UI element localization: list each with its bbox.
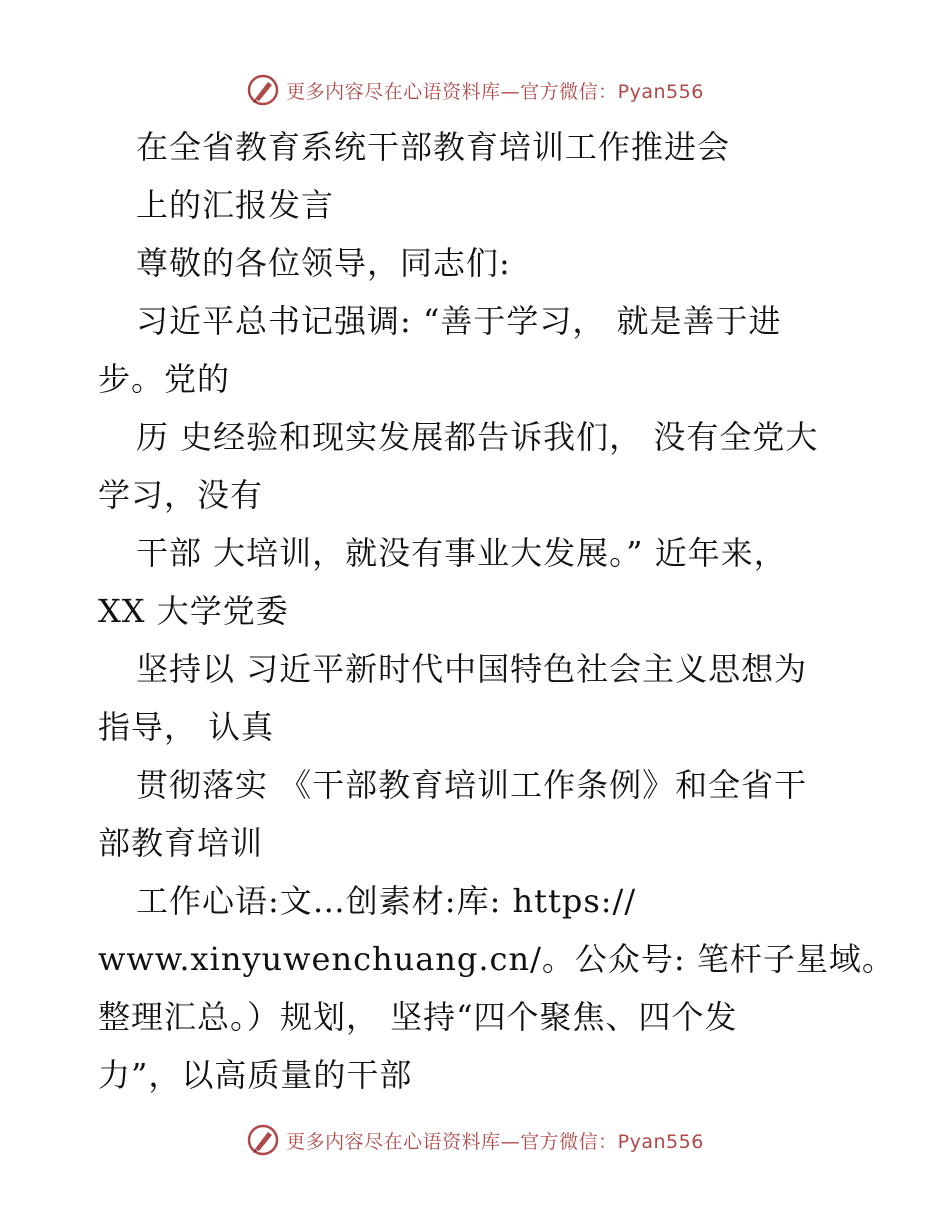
quill-pen-logo-icon [246,1123,280,1157]
doc-line: 贯彻落实 《干部教育培训工作条例》和全省干 [136,766,808,804]
doc-line: 步。党的 [98,360,231,398]
doc-line: XX 大学党委 [98,592,289,630]
quill-pen-logo-icon [246,73,280,107]
doc-line: 习近平总书记强调: “善于学习， 就是善于进 [136,302,782,340]
doc-line: 上的汇报发言 [136,186,335,224]
doc-line: 整理汇总。）规划， 坚持“四个聚焦、四个发 [98,998,738,1036]
doc-line: 学习，没有 [98,476,264,514]
doc-line: 干部 大培训，就没有事业大发展。” 近年来， [136,534,787,572]
doc-line: www.xinyuwenchuang.cn/。公众号: 笔杆子星域。 [98,940,895,978]
footer-watermark [0,1123,950,1157]
doc-line: 历 史经验和现实发展都告诉我们， 没有全党大 [136,418,819,456]
document-body [98,118,895,1104]
doc-line: 部教育培训 [98,824,264,862]
watermark-text: 更多内容尽在心语资料库—官方微信：Pyan556 [286,1130,704,1153]
doc-line: 尊敬的各位领导，同志们: [136,244,511,282]
doc-line: 坚持以 习近平新时代中国特色社会主义思想为 [136,650,808,688]
doc-line: 在全省教育系统干部教育培训工作推进会 [136,128,731,166]
doc-line: 力”，以高质量的干部 [98,1056,413,1094]
doc-line: 指导， 认真 [98,708,275,746]
doc-line: 工作心语:文…创素材:库: https:// [136,882,637,920]
header-watermark [0,73,950,107]
watermark-text: 更多内容尽在心语资料库—官方微信：Pyan556 [286,80,704,103]
